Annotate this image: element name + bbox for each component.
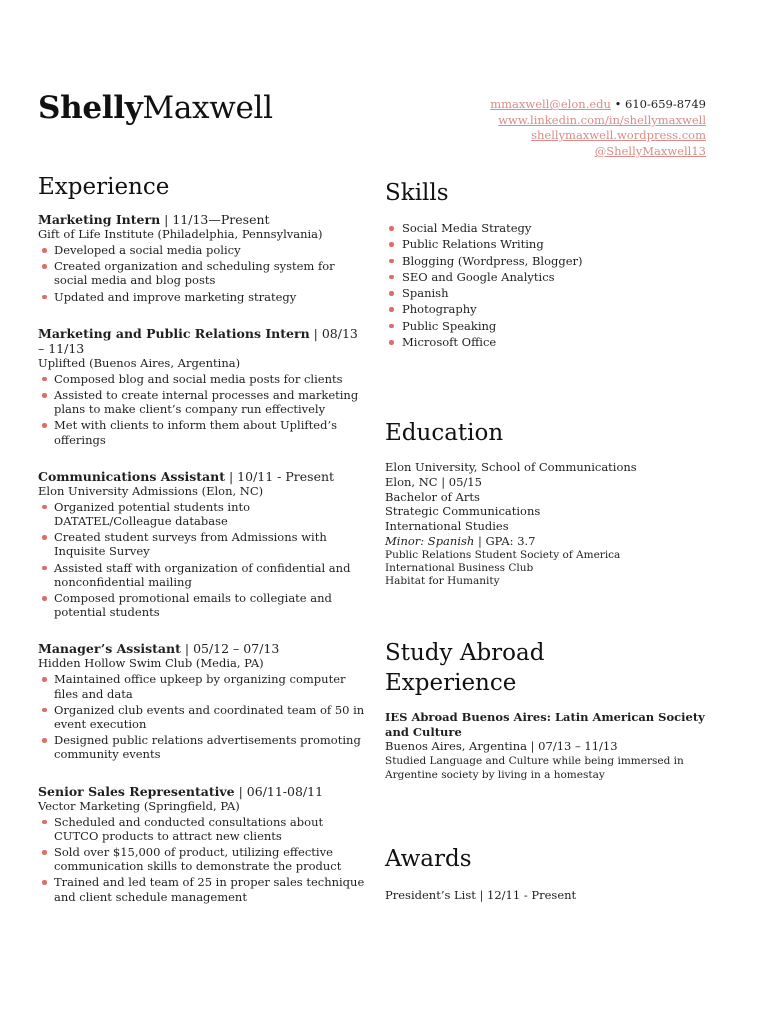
study-abroad-dates: | 07/13 – 11/13	[527, 739, 618, 753]
skills-heading: Skills	[385, 180, 449, 206]
skill-item	[385, 253, 715, 269]
bullet-dot-icon	[42, 423, 47, 428]
bullet-dot-icon	[42, 820, 47, 825]
linkedin-link[interactable]: www.linkedin.com/in/shellymaxwell	[498, 112, 706, 127]
job-title: Marketing and Public Relations Intern	[38, 325, 310, 341]
awards-section	[385, 844, 715, 902]
job-bullets	[38, 672, 368, 761]
job-bullet	[38, 259, 368, 287]
minor: Minor: Spanish	[385, 533, 475, 548]
job-bullet	[38, 845, 368, 873]
contact-line-1	[490, 97, 706, 113]
job-bullet-text: Organized club events and coordinated team of 50 in event execution	[54, 702, 365, 732]
education-heading: Education	[385, 420, 504, 446]
bullet-dot-icon	[389, 324, 394, 329]
school-location-date: Elon, NC | 05/15	[385, 474, 482, 489]
bullet-dot-icon	[42, 393, 47, 398]
job-title: Communications Assistant	[38, 468, 226, 484]
bullet-dot-icon	[389, 226, 394, 231]
skill-text: SEO and Google Analytics	[402, 269, 555, 284]
awards-heading: Awards	[385, 846, 472, 872]
bullet-dot-icon	[42, 264, 47, 269]
job-bullet-text: Assisted to create internal processes and marketing plans to make client’s company run effectively	[54, 388, 359, 417]
job-dates: | 05/12 – 07/13	[180, 641, 280, 657]
study-abroad-description: Studied Language and Culture while being immersed in Argentine society by living in a homestay	[385, 754, 684, 781]
study-abroad-section	[385, 638, 715, 782]
contact-block	[490, 97, 706, 159]
job-dates: | 10/11 - Present	[225, 468, 335, 484]
job-bullet-text: Organized potential students into DATATEL/Colleague database	[54, 499, 251, 529]
job-bullet	[38, 672, 368, 700]
job-organization: Hidden Hollow Swim Club (Media, PA)	[38, 656, 264, 671]
job-bullet	[38, 591, 368, 619]
study-abroad-heading	[385, 638, 715, 698]
gpa: | GPA: 3.7	[474, 533, 536, 548]
bullet-dot-icon	[389, 259, 394, 264]
bullet-dot-icon	[42, 248, 47, 253]
skill-text: Public Speaking	[402, 318, 497, 333]
job-bullet-text: Composed promotional emails to collegiate and potential students	[54, 591, 332, 620]
experience-section	[38, 172, 368, 906]
job-organization: Uplifted (Buenos Aires, Argentina)	[38, 355, 241, 370]
job-bullet-text: Developed a social media policy	[54, 243, 241, 257]
job-bullet	[38, 530, 368, 558]
activity-2: International Business Club	[385, 561, 534, 574]
job-bullet	[38, 875, 368, 903]
job-entry	[38, 212, 368, 304]
activity-1: Public Relations Student Society of America	[385, 548, 621, 561]
bullet-dot-icon	[42, 596, 47, 601]
job-bullet-text: Sold over $15,000 of product, utilizing effective communication skills to demonstrate the product	[54, 845, 342, 874]
bullet-dot-icon	[42, 535, 47, 540]
bullet-dot-icon	[42, 566, 47, 571]
wordpress-link[interactable]: shellymaxwell.wordpress.com	[531, 128, 706, 143]
skill-item	[385, 269, 715, 285]
study-abroad-location	[385, 739, 715, 754]
study-abroad-city: Buenos Aires, Argentina	[385, 739, 527, 753]
phone-number: 610-659-8749	[625, 97, 706, 111]
job-bullets	[38, 500, 368, 620]
job-bullet-text: Assisted staff with organization of confidential and nonconfidential mailing	[54, 560, 351, 589]
job-bullet-text: Created student surveys from Admissions with Inquisite Survey	[54, 530, 327, 559]
job-dates: | 08/13 – 11/13	[38, 325, 358, 356]
bullet-dot-icon	[389, 242, 394, 247]
job-bullet	[38, 703, 368, 731]
bullet-dot-icon	[42, 677, 47, 682]
first-name: Shelly	[38, 90, 143, 126]
right-column	[385, 178, 715, 350]
job-organization: Vector Marketing (Springfield, PA)	[38, 798, 240, 813]
bullet-dot-icon	[42, 295, 47, 300]
skill-item	[385, 285, 715, 301]
skills-list	[385, 220, 715, 350]
study-abroad-heading-line2: Experience	[385, 670, 517, 696]
job-bullet-text: Designed public relations advertisements promoting community events	[54, 733, 361, 762]
bullet-dot-icon	[389, 291, 394, 296]
bullet-dot-icon	[42, 377, 47, 382]
bullet-dot-icon	[42, 505, 47, 510]
last-name: Maxwell	[142, 90, 273, 126]
skill-text: Spanish	[402, 286, 449, 301]
skill-text: Microsoft Office	[402, 335, 497, 350]
job-title: Manager’s Assistant	[38, 641, 181, 657]
job-header	[38, 326, 368, 356]
job-bullets	[38, 372, 368, 447]
job-bullet-text: Scheduled and conducted consultations about CUTCO products to attract new clients	[54, 814, 324, 843]
job-bullet-text: Maintained office upkeep by organizing computer files and data	[54, 672, 346, 701]
skill-text: Photography	[402, 302, 477, 317]
major-2: International Studies	[385, 519, 509, 534]
minor-gpa	[385, 534, 715, 549]
school-name: Elon University, School of Communications	[385, 460, 637, 474]
education-details	[385, 460, 715, 588]
job-header	[38, 469, 368, 484]
job-bullet	[38, 418, 368, 446]
job-title: Marketing Intern	[38, 212, 161, 227]
skill-text: Blogging (Wordpress, Blogger)	[402, 253, 583, 268]
job-header	[38, 212, 368, 227]
job-bullet	[38, 388, 368, 416]
bullet-dot-icon	[42, 708, 47, 713]
job-bullet-text: Composed blog and social media posts for clients	[54, 371, 343, 386]
skill-item	[385, 301, 715, 317]
job-organization: Elon University Admissions (Elon, NC)	[38, 483, 264, 498]
job-bullet-text: Trained and led team of 25 in proper sales technique and client schedule management	[54, 875, 365, 904]
bullet-dot-icon	[389, 340, 394, 345]
bullet-dot-icon	[42, 738, 47, 743]
resume-name	[38, 86, 273, 130]
skill-item	[385, 236, 715, 252]
study-abroad-heading-line1: Study Abroad	[385, 640, 545, 666]
bullet-dot-icon	[389, 307, 394, 312]
skill-text: Social Media Strategy	[402, 221, 532, 235]
job-bullet	[38, 500, 368, 528]
job-bullets	[38, 243, 368, 304]
job-bullet-text: Updated and improve marketing strategy	[54, 289, 297, 304]
study-abroad-program: IES Abroad Buenos Aires: Latin American Society and Culture	[385, 710, 705, 739]
experience-heading: Experience	[38, 174, 170, 200]
job-entry	[38, 784, 368, 904]
twitter-link[interactable]: @ShellyMaxwell13	[594, 143, 706, 158]
job-bullet	[38, 815, 368, 843]
job-bullet	[38, 733, 368, 761]
contact-separator: •	[610, 97, 626, 111]
job-dates: | 06/11-08/11	[234, 783, 324, 799]
education-section	[385, 418, 715, 588]
job-entry	[38, 641, 368, 761]
job-title: Senior Sales Representative	[38, 783, 235, 799]
degree: Bachelor of Arts	[385, 489, 480, 504]
activity-3: Habitat for Humanity	[385, 574, 500, 587]
bullet-dot-icon	[389, 275, 394, 280]
skill-item	[385, 220, 715, 236]
job-entry	[38, 469, 368, 620]
job-dates: | 11/13—Present	[160, 212, 270, 227]
skill-text: Public Relations Writing	[402, 237, 544, 252]
job-bullet	[38, 372, 368, 386]
email-link[interactable]: mmaxwell@elon.edu	[490, 97, 611, 111]
job-bullets	[38, 815, 368, 904]
job-bullet-text: Met with clients to inform them about Uplifted’s offerings	[54, 418, 338, 447]
major-1: Strategic Communications	[385, 504, 541, 519]
job-organization: Gift of Life Institute (Philadelphia, Pennsylvania)	[38, 227, 323, 241]
bullet-dot-icon	[42, 850, 47, 855]
skill-item	[385, 318, 715, 334]
job-bullet-text: Created organization and scheduling system for social media and blog posts	[54, 259, 335, 288]
award-item: President’s List | 12/11 - Present	[385, 888, 577, 902]
job-header	[38, 641, 368, 656]
job-bullet	[38, 243, 368, 257]
job-bullet	[38, 290, 368, 304]
job-entry	[38, 326, 368, 447]
job-header	[38, 784, 368, 799]
job-bullet	[38, 561, 368, 589]
bullet-dot-icon	[42, 880, 47, 885]
skill-item	[385, 334, 715, 350]
job-list	[38, 212, 368, 904]
